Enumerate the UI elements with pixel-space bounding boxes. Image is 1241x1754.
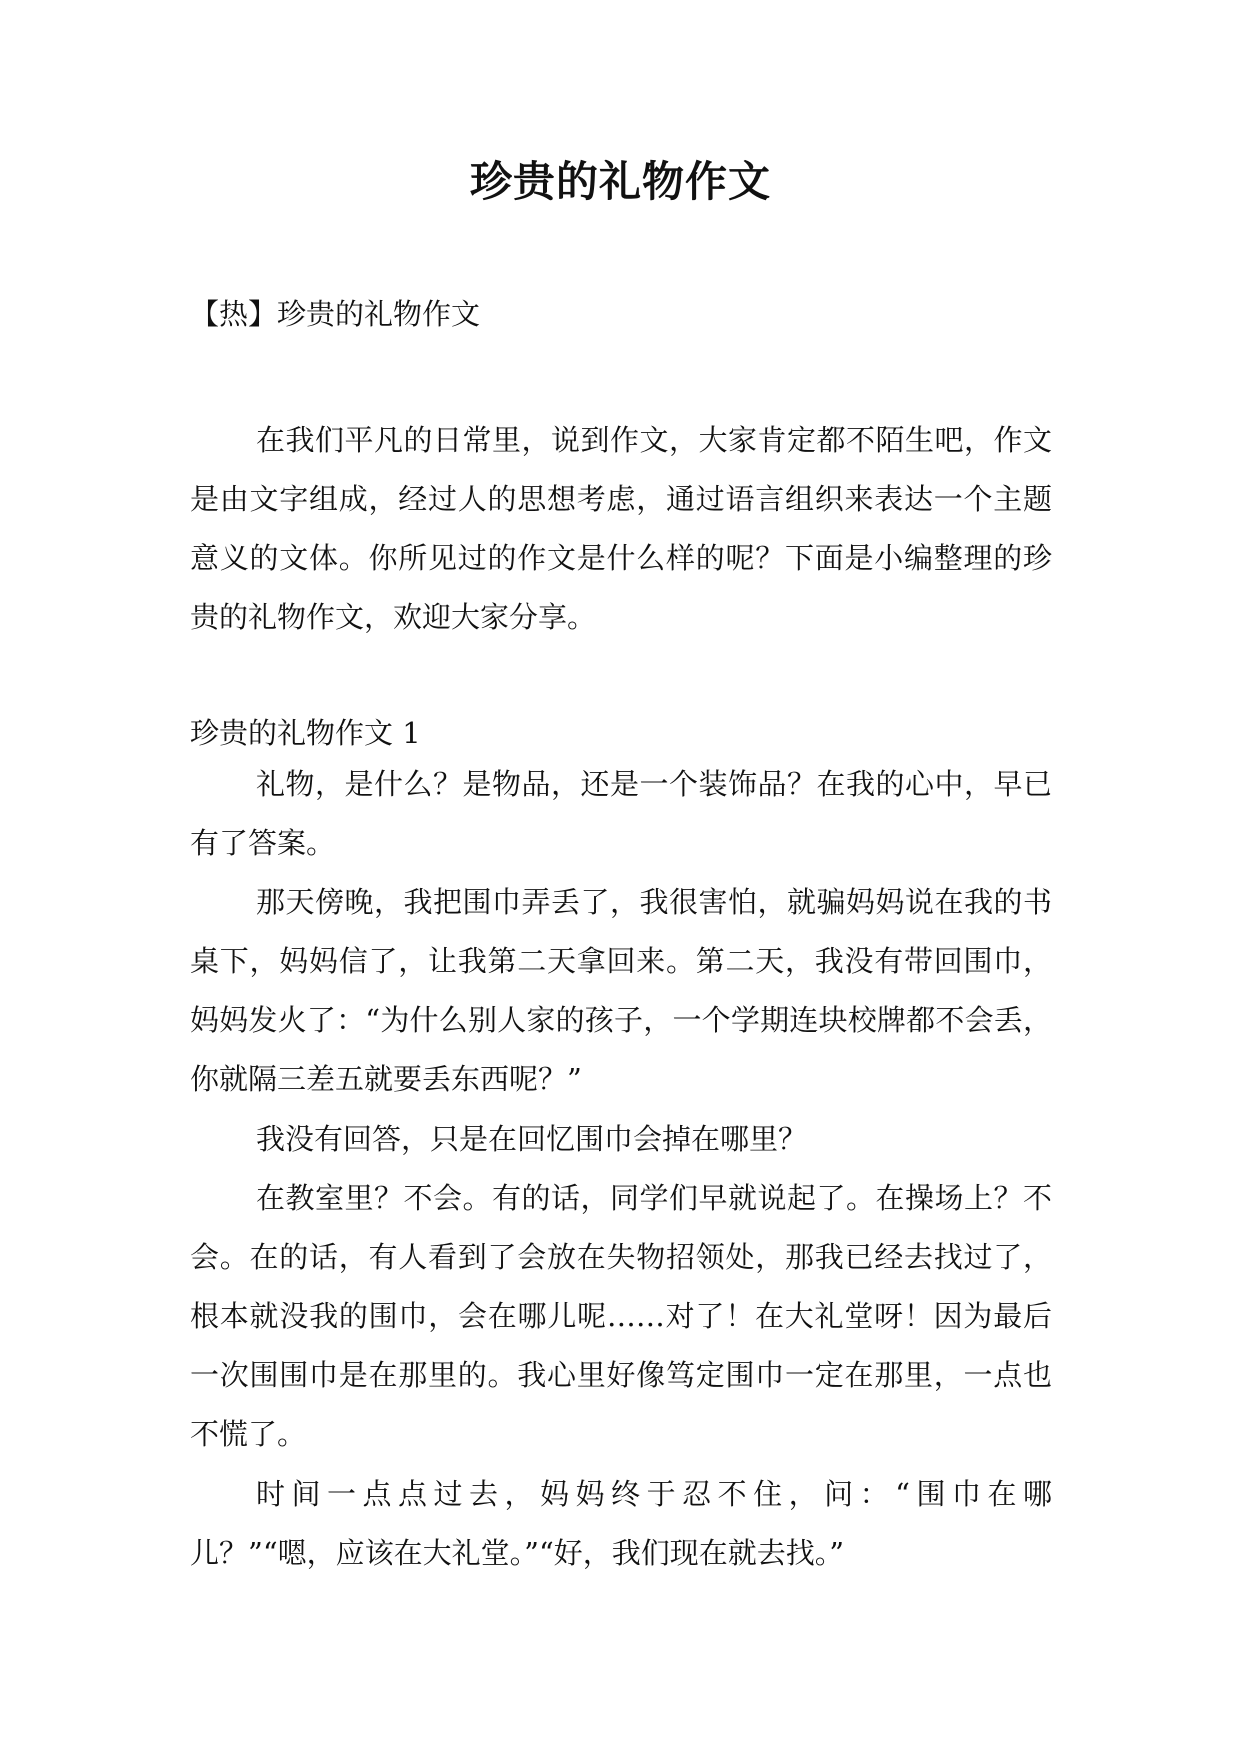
- paragraph-3: 我没有回答，只是在回忆围巾会掉在哪里？: [256, 1122, 808, 1156]
- paragraph-1: 礼物，是什么？是物品，还是一个装饰品？在我的心中，早已有了答案。: [190, 767, 1052, 860]
- document-title: 珍贵的礼物作文: [469, 157, 771, 206]
- paragraph-2: 那天傍晚，我把围巾弄丢了，我很害怕，就骗妈妈说在我的书桌下，妈妈信了，让我第二天拿回来。第二天，我没有带回围巾，妈妈发火了：“为什么别人家的孩子，一个学期连块校牌都不会丢，你就隔三差五就要丢东西呢？”: [190, 885, 1052, 1096]
- section-heading: 珍贵的礼物作文 1: [190, 716, 421, 750]
- intro-paragraph: 在我们平凡的日常里，说到作文，大家肯定都不陌生吧，作文是由文字组成，经过人的思想考虑，通过语言组织来表达一个主题意义的文体。你所见过的作文是什么样的呢？下面是小编整理的珍贵的礼物作文，欢迎大家分享。: [190, 423, 1052, 634]
- paragraph-5: 时间一点点过去，妈妈终于忍不住，问：“围巾在哪儿？”“嗯，应该在大礼堂。”“好，我们现在就去找。”: [190, 1477, 1052, 1570]
- document-subtitle: 【热】珍贵的礼物作文: [190, 297, 481, 331]
- paragraph-4: 在教室里？不会。有的话，同学们早就说起了。在操场上？不会。在的话，有人看到了会放在失物招领处，那我已经去找过了，根本就没我的围巾，会在哪儿呢……对了！在大礼堂呀！因为最后一次围围巾是在那里的。我心里好像笃定围巾一定在那里，一点也不慌了。: [190, 1181, 1052, 1451]
